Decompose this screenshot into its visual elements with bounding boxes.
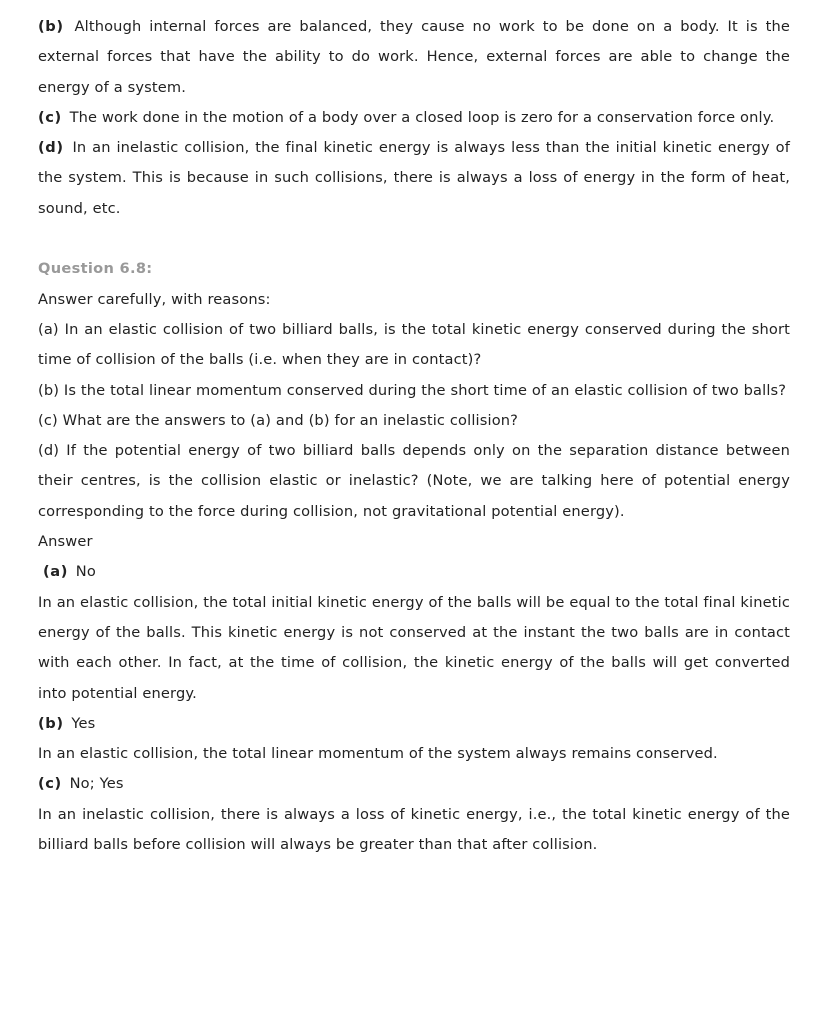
part-label: (c) <box>38 108 62 126</box>
answer-a-explanation: In an elastic collision, the total initial kinetic energy of the balls will be equal to the total final kinetic energy of the balls. This kinetic energy is not conserved at the instant the two balls are in contact with each other. In fact, at the time of collision, the kinetic energy of the balls will get converted into potential energy. <box>38 593 790 702</box>
question-part-d: (d) If the potential energy of two billiard balls depends only on the separation distance between their centres, is the collision elastic or inelastic? (Note, we are talking here of potential energy corresponding to the force during collision, not gravitational potential energy). <box>38 442 790 520</box>
question-title: Question 6.8: <box>38 260 153 278</box>
question-part-b: (b) Is the total linear momentum conserved during the short time of an elastic collision of two balls? <box>38 381 787 399</box>
short-answer: No; Yes <box>69 775 124 793</box>
answer-c-short <box>38 769 790 799</box>
prev-answer-c <box>38 103 790 133</box>
question-intro: Answer carefully, with reasons: <box>38 290 271 308</box>
part-label: (b) <box>38 18 64 35</box>
question-part-a: (a) In an elastic collision of two billiard balls, is the total kinetic energy conserved during the short time of collision of the balls (i.e. when they are in contact)? <box>38 320 790 369</box>
paragraph-text: In an inelastic collision, the final kinetic energy is always less than the initial kinetic energy of the system. This is because in such collisions, there is always a loss of energy in the form of heat, sound, etc. <box>38 139 790 217</box>
document-page <box>38 12 790 860</box>
section-gap <box>38 224 790 254</box>
short-answer: No <box>75 563 96 581</box>
part-label: (a) <box>43 563 68 581</box>
answer-b-explanation: In an elastic collision, the total linear momentum of the system always remains conserved. <box>38 745 718 763</box>
paragraph-text: The work done in the motion of a body over a closed loop is zero for a conservation force only. <box>69 108 775 126</box>
prev-answer-b <box>38 12 790 103</box>
answer-c-explanation: In an inelastic collision, there is always a loss of kinetic energy, i.e., the total kinetic energy of the billiard balls before collision will always be greater than that after collision. <box>38 805 790 854</box>
answer-b-short <box>38 709 790 739</box>
answer-a-short <box>38 557 790 587</box>
answer-heading: Answer <box>38 533 93 551</box>
short-answer: Yes <box>71 714 96 732</box>
prev-answer-d <box>38 133 790 224</box>
part-label: (b) <box>38 714 64 732</box>
part-label: (c) <box>38 775 62 793</box>
question-part-c: (c) What are the answers to (a) and (b) for an inelastic collision? <box>38 411 519 429</box>
paragraph-text: Although internal forces are balanced, they cause no work to be done on a body. It is the external forces that have the ability to do work. Hence, external forces are able to change the energy of a system. <box>38 18 790 96</box>
part-label: (d) <box>38 139 64 157</box>
